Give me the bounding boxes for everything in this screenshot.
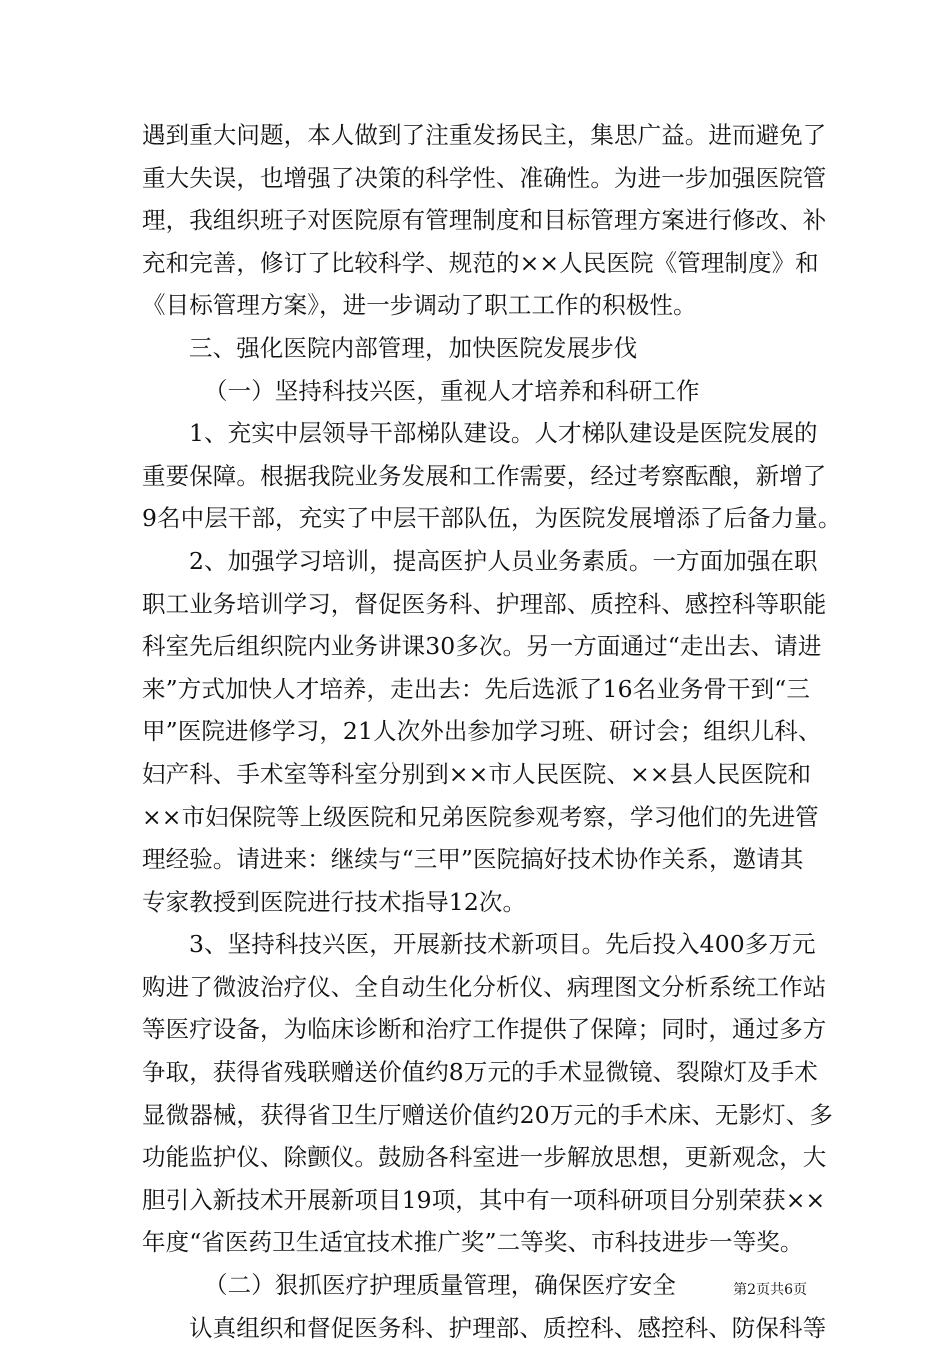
page-number: 第2页共6页 (733, 1282, 807, 1298)
subsection-heading: （二）狠抓医疗护理质量管理，确保医疗安全 (204, 1271, 676, 1300)
text-line: 重大失误，也增强了决策的科学性、准确性。为进一步加强医院管 (142, 163, 827, 192)
text-line: 充和完善，修订了比较科学、规范的××人民医院《管理制度》和 (142, 248, 819, 277)
text-line: 职工业务培训学习，督促医务科、护理部、质控科、感控科等职能 (142, 589, 827, 618)
section-heading: 三、强化医院内部管理，加快医院发展步伐 (189, 333, 638, 362)
text-line: 《目标管理方案》，进一步调动了职工工作的积极性。 (142, 291, 697, 320)
text-line: 遇到重大问题，本人做到了注重发扬民主，集思广益。进而避免了 (142, 121, 827, 149)
text-line: 甲”医院进修学习，21人次外出参加学习班、研讨会；组织儿科、 (142, 717, 822, 746)
text-line: 胆引入新技术开展新项目19项，其中有一项科研项目分别荣获×× (142, 1185, 826, 1214)
text-line: 购进了微波治疗仪、全自动生化分析仪、病理图文分析系统工作站 (142, 972, 827, 1001)
text-line: 妇产科、手术室等科室分别到××市人民医院、××县人民医院和 (142, 759, 812, 788)
text-line: 年度“省医药卫生适宜技术推广奖”二等奖、市科技进步一等奖。 (142, 1228, 804, 1257)
text-line: 理经验。请进来：继续与“三甲”医院搞好技术协作关系，邀请其 (142, 845, 804, 874)
paragraph-start: 3、坚持科技兴医，开展新技术新项目。先后投入400多万元 (189, 930, 816, 959)
document-body (142, 114, 842, 1349)
subsection-heading: （一）坚持科技兴医，重视人才培养和科研工作 (204, 376, 700, 405)
text-line: 9名中层干部，充实了中层干部队伍，为医院发展增添了后备力量。 (142, 504, 842, 533)
text-line: 来”方式加快人才培养，走出去：先后选派了16名业务骨干到“三 (142, 674, 810, 703)
paragraph-start: 认真组织和督促医务科、护理部、质控科、感控科、防保科等 (189, 1313, 827, 1342)
text-line: 功能监护仪、除颤仪。鼓励各科室进一步解放思想，更新观念，大 (142, 1143, 827, 1172)
text-line: 重要保障。根据我院业务发展和工作需要，经过考察酝酿，新增了 (142, 461, 827, 490)
text-line: 显微器械，获得省卫生厅赠送价值约20万元的手术床、无影灯、多 (142, 1100, 833, 1129)
text-line: 科室先后组织院内业务讲课30多次。另一方面通过“走出去、请进 (142, 632, 822, 661)
text-line: 等医疗设备，为临床诊断和治疗工作提供了保障；同时，通过多方 (142, 1015, 827, 1044)
paragraph-start: 2、加强学习培训，提高医护人员业务素质。一方面加强在职 (189, 546, 818, 575)
text-line: ××市妇保院等上级医院和兄弟医院参观考察，学习他们的先进管 (142, 802, 819, 831)
text-line: 理，我组织班子对医院原有管理制度和目标管理方案进行修改、补 (142, 206, 827, 235)
text-line: 专家教授到医院进行技术指导12次。 (142, 887, 527, 916)
text-line: 争取，获得省残联赠送价值约8万元的手术显微镜、裂隙灯及手术 (142, 1058, 818, 1087)
paragraph-start: 1、充实中层领导干部梯队建设。人才梯队建设是医院发展的 (189, 419, 818, 448)
